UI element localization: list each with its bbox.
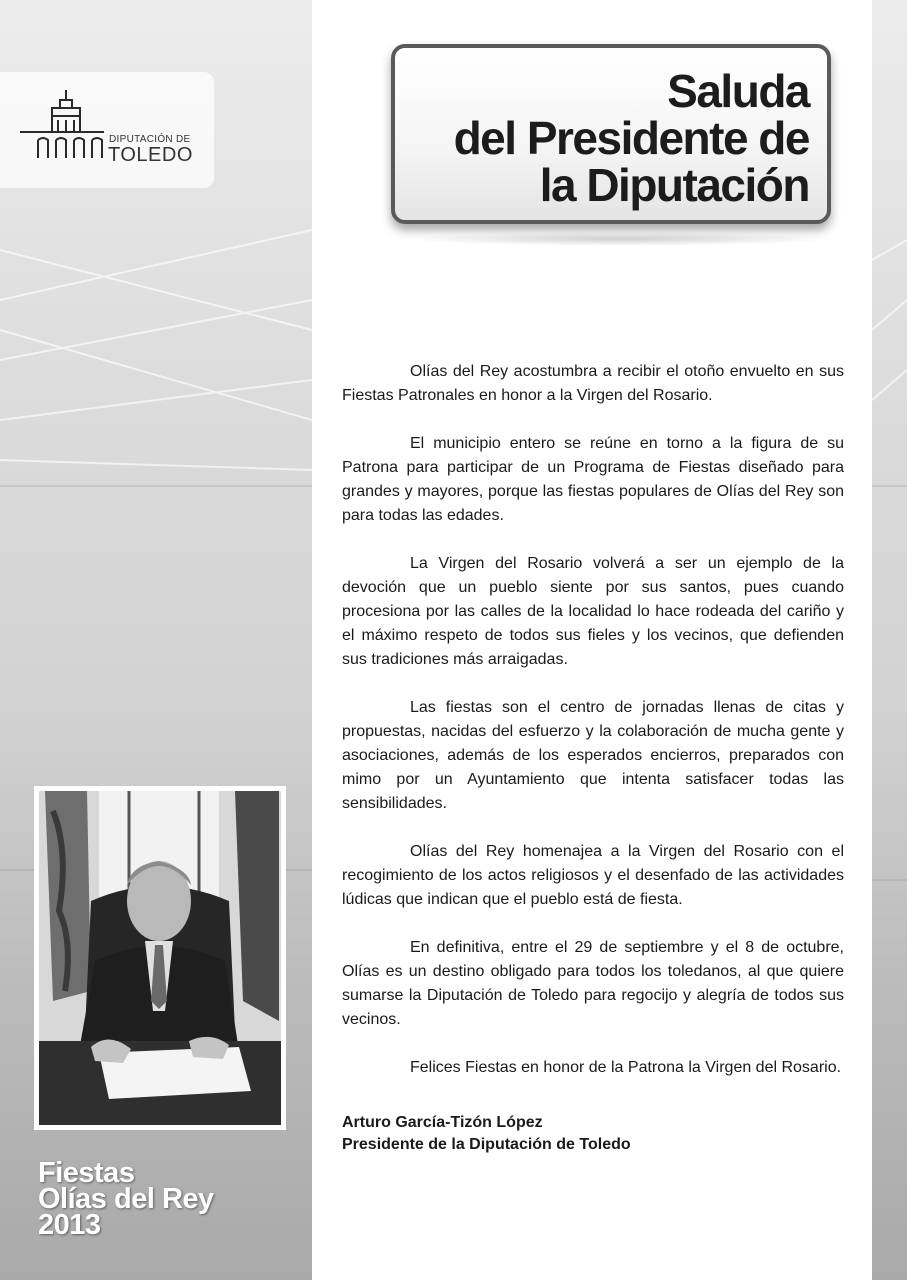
letter-body [342, 360, 844, 1104]
logo-text-small: DIPUTACIÓN DE [109, 134, 191, 145]
president-photo [34, 786, 286, 1130]
title-line-2: del Presidente de [453, 112, 809, 164]
logo-text-big: TOLEDO [108, 144, 193, 166]
event-title-line-3: 2013 [38, 1209, 101, 1241]
paragraph: Las fiestas son el centro de jornadas llenas de citas y propuestas, nacidas del esfuerzo y la colaboración de mucha gente y asociaciones, además de los esperados encierros, preparados con mimo por un Ayuntamiento que intenta satisfacer todas las sensibilidades. [342, 699, 844, 812]
paragraph: La Virgen del Rosario volverá a ser un ejemplo de la devoción que un pueblo siente por sus santos, pues cuando procesiona por las calles de la localidad lo hace rodeada del cariño y el máximo respeto de todos sus fieles y los vecinos, que defienden sus tradiciones más arraigadas. [342, 555, 844, 668]
event-title-line-1: Fiestas [38, 1157, 135, 1189]
signature-block [342, 1112, 631, 1156]
title-line-1: Saluda [667, 65, 809, 117]
event-title-line-2: Olías del Rey [38, 1183, 214, 1215]
title-reflection [410, 232, 830, 246]
paragraph: El municipio entero se reúne en torno a la figura de su Patrona para participar de un Programa de Fiestas diseñado para grandes y mayores, porque las fiestas populares de Olías del Rey son para todas las edades. [342, 435, 844, 524]
paragraph: En definitiva, entre el 29 de septiembre y el 8 de octubre, Olías es un destino obligado para todos los toledanos, al que quiere sumarse la Diputación de Toledo para regocijo y alegría de todos sus vecinos. [342, 939, 844, 1028]
paragraph: Felices Fiestas en honor de la Patrona la Virgen del Rosario. [410, 1059, 842, 1076]
diputacion-logo-icon [16, 88, 108, 168]
title-line-3: la Diputación [539, 159, 809, 211]
portrait-image [39, 791, 281, 1125]
paragraph: Olías del Rey homenajea a la Virgen del Rosario con el recogimiento de los actos religiosos y el desenfado de las actividades lúdicas que indican que el pueblo está de fiesta. [342, 843, 844, 908]
signature-role: Presidente de la Diputación de Toledo [342, 1136, 631, 1153]
logo-box [0, 72, 214, 188]
paragraph: Olías del Rey acostumbra a recibir el otoño envuelto en sus Fiestas Patronales en honor a la Virgen del Rosario. [342, 363, 844, 404]
signature-name: Arturo García-Tizón López [342, 1114, 543, 1131]
event-title [38, 1157, 214, 1241]
title-box [391, 44, 831, 224]
